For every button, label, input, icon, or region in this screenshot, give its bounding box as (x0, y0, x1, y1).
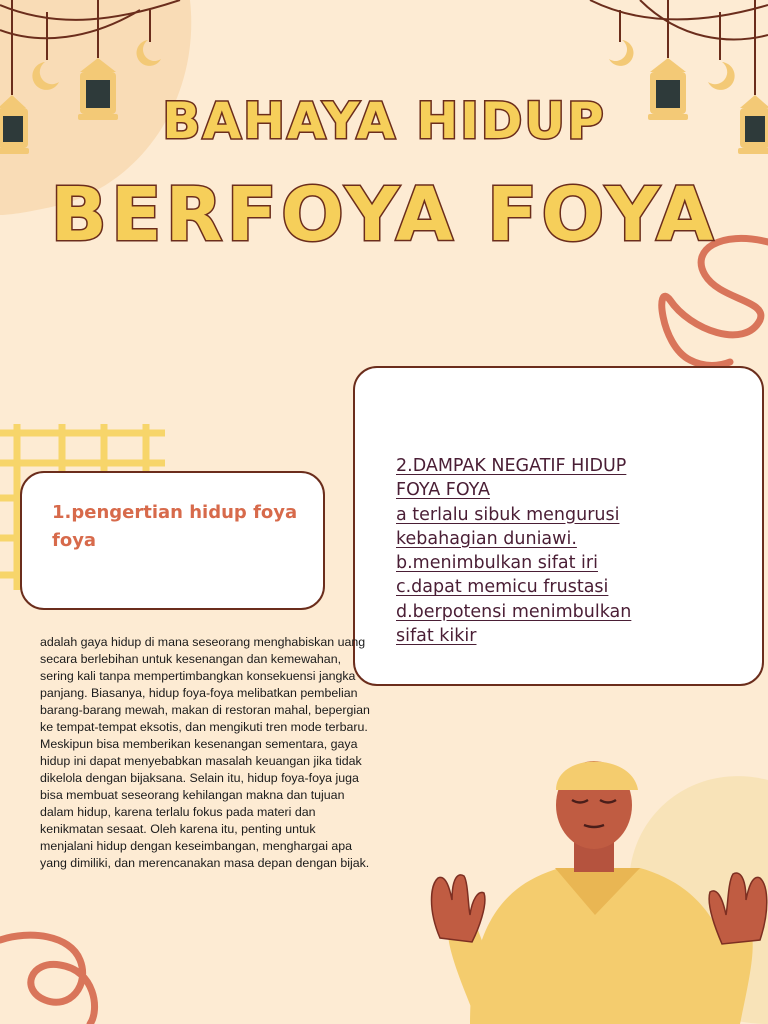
impact-item-a-line2: kebahagian duniawi. (396, 528, 577, 549)
negative-impact-list (396, 454, 736, 648)
impact-item-b: b.menimbulkan sifat iri (396, 553, 598, 574)
crescent-icon (708, 62, 735, 90)
definition-heading: 1.pengertian hidup foya foya (52, 502, 298, 551)
definition-card (20, 471, 325, 610)
impact-item-d-line1: d.berpotensi menimbulkan (396, 601, 632, 622)
impact-heading-line2: FOYA FOYA (396, 480, 490, 501)
impact-item-d-line2: sifat kikir (396, 626, 477, 647)
page-title-line2: BERFOYA FOYA (50, 172, 718, 258)
impact-heading-line1: 2.DAMPAK NEGATIF HIDUP (396, 456, 627, 476)
impact-item-a-line1: a terlalu sibuk mengurusi (396, 504, 620, 525)
impact-item-c: c.dapat memicu frustasi (396, 577, 609, 598)
definition-body-text: adalah gaya hidup di mana seseorang menghabiskan uang secara berlebihan untuk kesenangan dan kemewahan, sering kali tanpa mempertimbangkan konsekuensi jangka panjang. Biasanya, hidup foya-foya melibatkan pembelian barang-barang mewah, makan di restoran mahal, bepergian ke tempat-tempat eksotis, dan mengikuti tren mode terbaru. Meskipun bisa memberikan kesenangan sementara, gaya hidup ini dapat menyebabkan masalah keuangan jika tidak dikelola dengan bijaksana. Selain itu, hidup foya-foya juga bisa membuat seseorang kehilangan makna dan tujuan dalam hidup, karena terlalu fokus pada materi dan kenikmatan sesaat. Oleh karena itu, penting untuk menjalani hidup dengan keseimbangan, menghargai apa yang dimiliki, dan merencanakan masa depan dengan bijak. (40, 635, 370, 870)
crescent-icon (609, 40, 633, 66)
negative-impact-card (353, 366, 764, 686)
page-title-line1: BAHAYA HIDUP (162, 92, 606, 150)
squiggle-bottom-left (0, 935, 95, 1024)
